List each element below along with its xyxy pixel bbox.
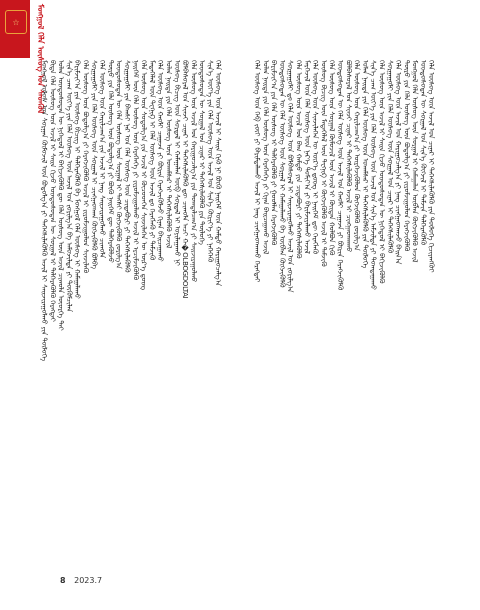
issue-date: 2023.7	[74, 576, 103, 585]
page-footer	[60, 576, 102, 585]
text-line: ᠮᠡᠷᠭᠡᠵᠢᠯ ᠦᠨ ᠬᠡᠯᠡ ᠦᠰᠦᠭ ᠦᠨ ᠨᠡᠷ᠎ᠡ ᠲᠣᠮᠢᠶ᠎ᠠ ᠶᠢ ᠪᠠᠷᠢᠮᠵᠢᠶᠠᠯᠠᠬᠤ ᠠᠵᠢᠯ	[302, 60, 311, 254]
journal-badge-icon	[5, 10, 27, 34]
page-number: 8	[60, 576, 66, 585]
text-line: ᠰᠤᠷᠭᠠᠭᠤᠯᠢ ᠶᠢᠨ ᠬᠡᠯᠡ ᠦᠰᠦᠭ ᠦᠨ ᠰᠤᠷᠭᠠᠯ ᠢ ᠴᠢᠩᠭᠠᠳᠬᠠᠨ ᠬᠥᠭᠵᠢᠭᠦᠯᠬᠦ ᠪᠣᠯᠪᠠ	[89, 60, 98, 270]
text-line: ᠦᠨᠳᠦᠰᠦᠲᠡᠨ ᠦ ᠬᠡᠯᠡ ᠦᠰᠦᠭ ᠦᠨ ᠠᠵᠢᠯ ᠤᠨ ᠬᠠᠤᠯᠢ ᠴᠠᠭᠠᠵᠠ ᠶᠢ ᠪᠦᠷᠢᠨ ᠬᠡᠷᠡᠭᠵᠢᠭᠦᠯᠬᠦ	[335, 60, 344, 291]
text-line: ᠦᠨᠳᠦᠰᠦᠲᠡᠨ ᠦ ᠬᠡᠯᠡ ᠦᠰᠦᠭ ᠦᠨ ᠰᠤᠷᠭᠠᠯ ᠢ ᠬᠠᠮᠠᠭᠠᠯᠠᠬᠤ ᠪᠠ ᠥᠪᠯᠡᠨ ᠬᠥᠭᠵᠢᠭᠦᠯᠬᠦ	[277, 60, 286, 288]
text-line: ᠦᠨᠳᠦᠰᠦᠲᠡᠨ ᠦ ᠰᠤᠷᠭᠠᠯ ᠤᠨ ᠰᠢᠨ᠎ᠡ ᠬᠥᠭᠵᠢᠯ ᠢ ᠳᠡᠮᠵᠢᠨ ᠲᠡᠯᠭᠡᠷᠡᠭᠦᠯᠬᠦ	[418, 60, 427, 245]
text-line: ᠬᠡᠯᠡ ᠦᠰᠦᠭ ᠦᠨ ᠠᠵᠢᠯ ᠢ ᠰᠠᠢᠨ ᠬᠢᠵᠦ ᠦᠨᠳᠦᠰᠦᠲᠡᠨ ᠦ ᠨᠢᠭᠡᠳᠦᠯ ᠢ ᠪᠡᠬᠢᠵᠢᠭᠦᠯᠬᠦ	[377, 60, 386, 284]
text-line: ᠬᠡᠯᠡ ᠦᠰᠦᠭ ᠦᠨ ᠠᠵᠢᠯ ᠤᠨ ᠬᠠᠷᠢᠭᠤᠴᠠᠯᠭ᠎ᠠ ᠶᠢ ᠨᠡᠩ ᠴᠢᠩᠭᠠᠳᠬᠠᠵᠤ ᠪᠠᠢᠨ᠎ᠠ	[394, 60, 403, 265]
text-line: ᠰᠤᠷᠭᠠᠭᠤᠯᠢ ᠶᠢᠨ ᠪᠠᠭᠰᠢ ᠨᠠᠷ ᠤᠨ ᠬᠡᠯᠡ ᠦᠰᠦᠭ ᠦᠨ ᠴᠢᠳᠠᠪᠤᠷᠢ ᠶᠢ ᠳᠡᠭᠡᠭᠰᠢᠯᠡᠭᠦᠯᠬᠦ	[122, 60, 131, 273]
header-band	[0, 0, 30, 58]
text-line: ᠰᠢᠨ᠎ᠡ ᠴᠠᠭ ᠦᠶ᠎ᠡ ᠶᠢᠨ ᠬᠡᠯᠡ ᠦᠰᠦᠭ ᠦᠨ ᠠᠵᠢᠯ ᠤᠨ ᠰᠢᠨ᠎ᠡ ᠠᠮᠵᠢᠯᠲᠠ ᠶᠢ ᠲᠣᠭᠲᠠᠭᠠᠬᠤ	[369, 60, 378, 290]
badge-glyph: ☆	[12, 17, 20, 27]
text-line: ᠬᠡᠯᠡ ᠦᠰᠦᠭ ᠦᠨ ᠠᠵᠢᠯ ᠤᠨ ᠪᠠᠭ ᠬᠠᠮᠲᠤ ᠶᠢᠨ ᠴᠢᠳᠠᠪᠤᠷᠢ ᠶᠢ ᠳᠡᠭᠡᠭᠰᠢᠯᠡᠭᠦᠯᠬᠦ	[294, 60, 303, 259]
text-line: ᠨᠡᠢᠭᠡᠮ ᠦᠨ ᠬᠡᠯᠡ ᠦᠰᠦᠭ ᠦᠨ ᠬᠡᠷᠡᠭᠯᠡᠭᠡ ᠶᠢ ᠵᠢᠷᠤᠮᠵᠢᠭᠤᠯᠬᠤ ᠠᠵᠢᠯ ᠢ ᠡᠷᠴᠢᠮᠵᠢᠭᠦᠯᠬᠦ	[131, 60, 140, 281]
left-text-column	[40, 60, 235, 574]
text-line: ᠬᠡᠯᠡ ᠦᠰᠦᠭ ᠦᠨ ᠰᠤᠳᠤᠯᠭ᠎ᠠ ᠶᠢᠨ ᠠᠵᠢᠯ ᠢ ᠬᠦᠴᠦᠳᠬᠡᠨ ᠰᠢᠨᠵᠢᠯᠡᠭᠡᠨ ᠦ ᠦᠷ᠎ᠡ ᠳ᠋ᠦᠩ	[139, 60, 148, 291]
text-line: ᠮᠣᠩᠭᠣᠯ ᠬᠡᠯᠡ ᠦᠰᠦᠭ ᠦᠨ ᠰᠤᠷᠭᠠᠯ ᠢ ᠬᠠᠮᠠᠭᠠᠯᠠᠨ ᠥᠪᠯᠡᠨ ᠬᠥᠭᠵᠢᠭᠦᠯᠬᠦ ᠠᠵᠢᠯ	[410, 60, 419, 263]
text-line: ᠬᠡᠯᠡ ᠦᠰᠦᠭ ᠦᠨ ᠰᠤᠷᠭᠠᠯ ᠬᠦᠮᠦᠵᠢᠯ ᠦᠨ ᠠᠵᠢᠯ ᠢ ᠬᠦᠢᠲᠡᠨ ᠬᠣᠯᠪᠣᠨ ᠬᠢᠬᠦ	[327, 60, 336, 256]
text-line: ᠦᠰᠦᠭ ᠪᠢᠴᠢᠭ ᠦᠨ ᠰᠤᠷᠲᠠᠯ ᠢ ᠬᠠᠮᠠᠭᠠᠯᠠᠨ ᠦᠪ ᠰᠤᠷᠲᠠᠯ ᠢ ᠣᠶᠢᠯᠠᠭᠠᠬᠤ ᠨᠢ	[172, 60, 181, 266]
text-line: ᠲᠥᠷᠦ ᠶᠢᠨ ᠬᠡᠯᠡ ᠦᠰᠦᠭ ᠦᠨ ᠪᠣᠳᠣᠯᠭ᠎ᠠ ᠶᠢ ᠪᠦᠬᠦ ᠨᠡᠢᠭᠡᠮ ᠳᠦ ᠳᠡᠯᠭᠡᠷᠡᠭᠦᠯᠵᠦ	[106, 60, 115, 263]
text-line: ᠬᠡᠯᠡ ᠦᠰᠦᠭ ᠦᠨ ᠠᠵᠢᠯ ᠢ ᠰᠠᠢᠨ ᠬᠢᠬᠦ ᠨᠢ ᠪᠦᠬᠦ ᠨᠡᠢᠭᠡᠮ ᠦᠨ ᠬᠠᠮᠲᠤ ᠬᠠᠷᠢᠭᠤᠴᠠᠯᠭ᠎ᠠ	[214, 60, 223, 287]
text-line: ᠬᠡᠯᠡ ᠦᠰᠦᠭ ᠦᠨ ᠠᠵᠢᠯ ᠤᠨ ᠴᠢᠨᠠᠷ ᠢ ᠳᠡᠭᠡᠭᠰᠢᠯᠡᠭᠦᠯᠬᠦ ᠶᠢᠨ ᠲᠥᠯᠦᠭᠡ ᠬᠢᠴᠢᠶᠡᠩᠭᠦᠢ	[427, 60, 436, 273]
text-line: ᠬᠡᠯᠡ ᠦᠰᠦᠭ ᠦᠨ ᠬᠠᠷᠢᠯᠴᠠᠭ᠎ᠠ ᠶᠢᠨ ᠠᠵᠢᠯ ᠢ ᠨᠡᠩ ᠰᠠᠢᠵᠢᠷᠠᠭᠤᠯᠬᠤ ᠴᠢᠬᠤᠯᠠ	[98, 60, 107, 259]
text-line: ᠲᠥᠷᠦ ᠶᠢᠨ ᠬᠡᠯᠡ ᠦᠰᠦᠭ ᠦᠨ ᠪᠣᠳᠣᠯᠭ᠎ᠠ ᠶᠢ ᠵᠢᠷᠤᠮᠵᠢᠭᠤᠯᠤᠨ ᠬᠡᠷᠡᠭᠵᠢᠭᠦᠯᠬᠦ	[402, 60, 411, 252]
text-line: ᠰᠤᠷᠭᠠᠭᠤᠯᠢ ᠶᠢᠨ ᠬᠡᠯᠡ ᠦᠰᠦᠭ ᠦᠨ ᠰᠤᠷᠭᠠᠯ ᠤᠨ ᠴᠢᠨᠠᠷ ᠢ ᠳᠡᠭᠡᠭᠰᠢᠯᠡᠭᠦᠯᠬᠦ	[385, 60, 394, 254]
text-line: ᠪᠠᠷᠢᠮᠵᠢᠶ᠎ᠠ ᠶᠢᠨ ᠬᠡᠯᠡ ᠦᠰᠦᠭ ᠢ ᠳᠡᠯᠭᠡᠷᠡᠭᠦᠯᠬᠦ ᠶᠢ ᠭᠣᠣᠯᠯᠠᠨ ᠬᠡᠷᠡᠭᠵᠢᠭᠦᠯᠬᠦ	[269, 60, 278, 246]
text-line: ᠪᠣᠯᠪᠠᠰᠤᠷᠠᠯ ᠤᠨ ᠰᠢᠨᠵᠢ ᠴᠢᠨᠠᠷ ᠢ ᠳᠡᠭᠡᠭᠰᠢᠯᠡᠭᠦᠯᠬᠦ ᠳᠦ ᠴᠢᠬᠤᠯᠠ ᠠᠴᠢ ᠬ�OLBOGDOLTAI	[181, 60, 190, 299]
text-line: ᠣᠯᠠᠨ ᠨᠡᠢᠲᠡ ᠶᠢᠨ ᠬᠡᠯᠡ ᠦᠰᠦᠭ ᠦᠨ ᠤᠬᠠᠮᠰᠠᠷ ᠢ ᠳᠡᠭᠡᠭᠰᠢᠯᠡᠭᠦᠯᠬᠦ ᠶᠢᠨ ᠲᠥᠯᠦᠭᠡ	[360, 60, 369, 269]
text-line: ᠪᠠᠷᠢᠮᠵᠢᠶ᠎ᠠ ᠶᠢᠨ ᠦᠰᠦᠭ ᠪᠢᠴᠢᠭ ᠢ ᠳᠡᠯᠭᠡᠷᠡᠭᠦᠯᠬᠦ ᠪᠠ ᠮᠣᠩᠭᠣᠯ ᠬᠡᠯᠡ ᠦᠰᠦᠭ ᠢ ᠬᠠᠮᠠᠭᠠᠯᠠᠬᠤ	[73, 60, 82, 299]
text-line: ᠬᠡᠯᠡ ᠦᠰᠦᠭ ᠦᠨ ᠰᠢᠨᠵᠢᠯᠡᠭᠡᠨ ᠦ ᠦᠷ᠎ᠡ ᠳ᠋ᠦᠩ ᠢ ᠨᠡᠢᠭᠡᠮ ᠳᠦ ᠬᠡᠷᠡᠭᠯᠡᠬᠦ	[311, 60, 320, 255]
text-line: ᠣᠯᠠᠨ ᠨᠡᠢᠲᠡ ᠶᠢᠨ ᠬᠡᠯᠡ ᠦᠰᠦᠭ ᠦᠨ ᠬᠡᠷᠡᠭᠯᠡᠭᠡ ᠶᠢ ᠬᠢᠨᠠᠨ ᠪᠠᠢᠴᠠᠭᠠᠬᠤ ᠠᠵᠢᠯ	[261, 60, 270, 255]
text-line: ᠰᠤᠷᠭᠠᠭᠤᠯᠢ ᠳᠤ ᠬᠡᠯᠡ ᠦᠰᠦᠭ ᠦᠨ ᠪᠣᠯᠪᠠᠰᠤᠷᠠᠯ ᠢ ᠰᠠᠢᠵᠢᠷᠠᠭᠤᠯᠬᠤ ᠠᠵᠢᠯ ᠤᠨ ᠵᠣᠷᠢᠯᠭ᠎ᠠ	[286, 60, 295, 293]
text-line: ᠣᠯᠠᠨ ᠨᠡᠢᠲᠡ ᠶᠢᠨ ᠬᠡᠯᠡ ᠦᠰᠦᠭ ᠦᠨ ᠤᠬᠠᠮᠰᠠᠷ ᠢ ᠳᠡᠭᠡᠭᠰᠢᠯᠡᠭᠦᠯᠬᠦ ᠠᠵᠢᠯ	[164, 60, 173, 249]
right-text-column	[253, 60, 448, 574]
running-title: ᠮᠣᠩᠭᠣᠯ ᠬᠡᠯᠡ ᠦᠰᠦᠭ ᠤᠨ ᠰᠡᠳᠬᠦᠯ	[36, 4, 45, 114]
text-line: ᠦᠰᠦᠭ ᠪᠢᠴᠢᠭ ᠦᠨ ᠮᠡᠳᠡᠭᠡᠯᠡᠯ ᠦᠨ ᠲᠸᠬᠨᠢᠺ ᠢ ᠬᠥᠭᠵᠢᠭᠦᠯᠬᠦ ᠠᠵᠢᠯ ᠢ ᠳᠡᠮᠵᠢᠬᠦ	[319, 60, 328, 267]
text-line: ᠣᠯᠠᠨ ᠦᠨᠳᠦᠰᠦᠲᠡᠨ ᠦ ᠨᠢᠭᠡᠳᠦᠯ ᠢ ᠪᠡᠬᠢᠵᠢᠭᠦᠯᠬᠦ ᠳᠦ ᠬᠡᠯᠡ ᠦᠰᠦᠭ ᠦᠨ ᠠᠵᠢᠯ ᠴᠢᠬᠤᠯᠠ ᠦᠦᠷᠭᠡ ᠲᠠᠢ	[56, 60, 65, 331]
text-line: ᠮᠣᠩᠭᠣᠯ ᠤᠯᠤᠰ ᠤᠨ ᠰᠤᠷᠭᠠᠨ ᠬᠦᠮᠦᠵᠢᠯ ᠦᠨ ᠪᠣᠳᠤᠯᠭ᠎ᠠ ᠶᠢ ᠳᠡᠭᠡᠭᠰᠢᠯᠡᠭᠦᠯᠬᠦ ᠠᠵᠢᠯ ᠢ ᠰᠠᠢᠵᠢᠷᠠᠭᠤᠯᠬᠤ ᠶᠢᠨ ᠲᠥᠯᠦᠭᠡ	[40, 60, 48, 362]
text-line: ᠪᠣᠯᠪᠠᠰᠤᠷᠠᠯ ᠤᠨ ᠰᠢᠨᠵᠢ ᠴᠢᠨᠠᠷ ᠢ ᠳᠡᠭᠡᠭᠰᠢᠯᠡᠭᠦᠯᠬᠦ ᠠᠵᠢᠯ ᠢ ᠴᠢᠩᠭᠠᠳᠬᠠᠬᠤ	[344, 60, 353, 253]
text-line: ᠮᠡᠳᠡᠭᠡᠯᠡᠯ ᠦᠨ ᠲᠸᠬᠨᠢᠺ ᠢ ᠬᠡᠯᠡ ᠦᠰᠦᠭ ᠦᠨ ᠠᠵᠢᠯ ᠳᠤ ᠬᠡᠷᠡᠭᠯᠡᠬᠦ ᠶᠢ ᠳᠡᠮᠵᠢᠬᠦ	[147, 60, 156, 261]
text-line: ᠪᠢᠳᠡ ᠬᠡᠯᠡ ᠦᠰᠦᠭ ᠦᠨ ᠠᠵᠢᠯ ᠢ ᠰᠠᠢᠨ ᠬᠢᠵᠦ ᠦᠨᠳᠦᠰᠦᠲᠡᠨ ᠦ ᠰᠤᠷᠭᠠᠯ ᠢ ᠳᠡᠯᠭᠡᠷᠡᠭᠦᠯᠬᠦ ᠬᠡᠷᠡᠭᠲᠡᠢ	[48, 60, 57, 322]
text-line: ᠦᠨᠳᠦᠰᠦᠲᠡᠨ ᠦ ᠰᠤᠷᠭᠠᠯ ᠤᠨ ᠴᠢᠨᠠᠷ ᠢ ᠳᠡᠭᠡᠭᠰᠢᠯᠡᠭᠦᠯᠬᠦ ᠶᠢᠨ ᠲᠥᠯᠦᠭᠡ	[197, 60, 206, 245]
text-line: ᠬᠡᠯᠡ ᠦᠰᠦᠭ ᠦᠨ ᠠᠵᠢᠯ ᠤᠨ ᠬᠠᠷᠢᠭᠤᠴᠠᠯᠭ᠎ᠠ ᠶᠢᠨ ᠲᠣᠭᠲᠠᠯᠴᠠᠭ᠎ᠠ ᠶᠢ ᠰᠠᠢᠵᠢᠷᠠᠭᠤᠯᠬᠤ	[189, 60, 198, 283]
text-line: ᠦᠨᠳᠦᠰᠦᠲᠡᠨ ᠦ ᠬᠡᠯᠡ ᠦᠰᠦᠭ ᠦᠨ ᠰᠤᠷᠭᠠᠯ ᠢ ᠲᠡᠭᠰᠢ ᠬᠥᠭᠵᠢᠭᠦᠯᠬᠦ ᠵᠣᠷᠢᠯᠭ᠎ᠠ	[114, 60, 123, 269]
text-line: ᠬᠡᠯᠡ ᠦᠰᠦᠭ ᠦᠨ ᠬᠡᠪ ᠵᠦᠢ ᠶᠢ ᠪᠠᠷᠢᠮᠳᠠᠯᠠᠬᠤ ᠠᠵᠢᠯ ᠢ ᠨᠡᠩ ᠴᠢᠩᠭᠠᠳᠬᠠᠬᠤ ᠬᠡᠷᠡᠭᠲᠡᠢ	[253, 60, 261, 283]
text-line: ᠬᠡᠯᠡ ᠦᠰᠦᠭ ᠦᠨ ᠬᠠᠤᠯᠢ ᠴᠠᠭᠠᠵᠠ ᠶᠢ ᠪᠦᠷᠢᠨ ᠬᠡᠷᠡᠭᠵᠢᠭᠦᠯᠵᠦ ᠬᠢᠨᠠᠨ ᠪᠠᠢᠴᠠᠭᠠᠬᠤ	[156, 60, 165, 262]
text-line: ᠰᠢᠨ᠎ᠡ ᠴᠠᠭ ᠦᠶ᠎ᠡ ᠶᠢᠨ ᠬᠡᠯᠡ ᠦᠰᠦᠭ ᠦᠨ ᠠᠵᠢᠯ ᠤᠨ ᠵᠣᠷᠢᠯᠭ᠎ᠠ ᠪᠠ ᠠᠮᠤᠵᠢᠯᠲᠠ ᠶᠢ ᠳᠦᠭᠦᠮᠴᠢᠯᠡᠨ	[64, 60, 73, 312]
text-line: ᠬᠡᠯᠡ ᠦᠰᠦᠭ ᠦᠨ ᠬᠠᠷᠢᠯᠴᠠᠭ᠎ᠠ ᠶᠢ ᠥᠷᠭᠡᠵᠢᠭᠦᠯᠦᠨ ᠬᠥᠭᠵᠢᠭᠦᠯᠬᠦ ᠵᠣᠷᠢᠯᠭ᠎ᠠ	[352, 60, 361, 251]
text-line: ᠬᠡᠯᠡ ᠦᠰᠦᠭ ᠦᠨ ᠪᠣᠳᠣᠯᠭ᠎ᠠ ᠶᠢ ᠬᠡᠷᠡᠭᠵᠢᠭᠦᠯᠬᠦ ᠠᠵᠢᠯ ᠢ ᠵᠢᠷᠤᠮᠵᠢᠭᠤᠯᠤᠨ ᠰᠢᠨᠵᠢᠯᠡᠬᠦ	[81, 60, 90, 274]
text-line: ᠰᠢᠨ᠎ᠡ ᠦᠶ᠎ᠡ ᠶᠢᠨ ᠬᠡᠯᠡ ᠦᠰᠦᠭ ᠦᠨ ᠠᠵᠢᠯ ᠤᠨ ᠰᠢᠨ᠎ᠡ ᠬᠦᠷᠢᠶ᠎ᠡ ᠶᠢ ᠨᠡᠭᠡᠭᠡᠬᠦ	[205, 60, 214, 263]
